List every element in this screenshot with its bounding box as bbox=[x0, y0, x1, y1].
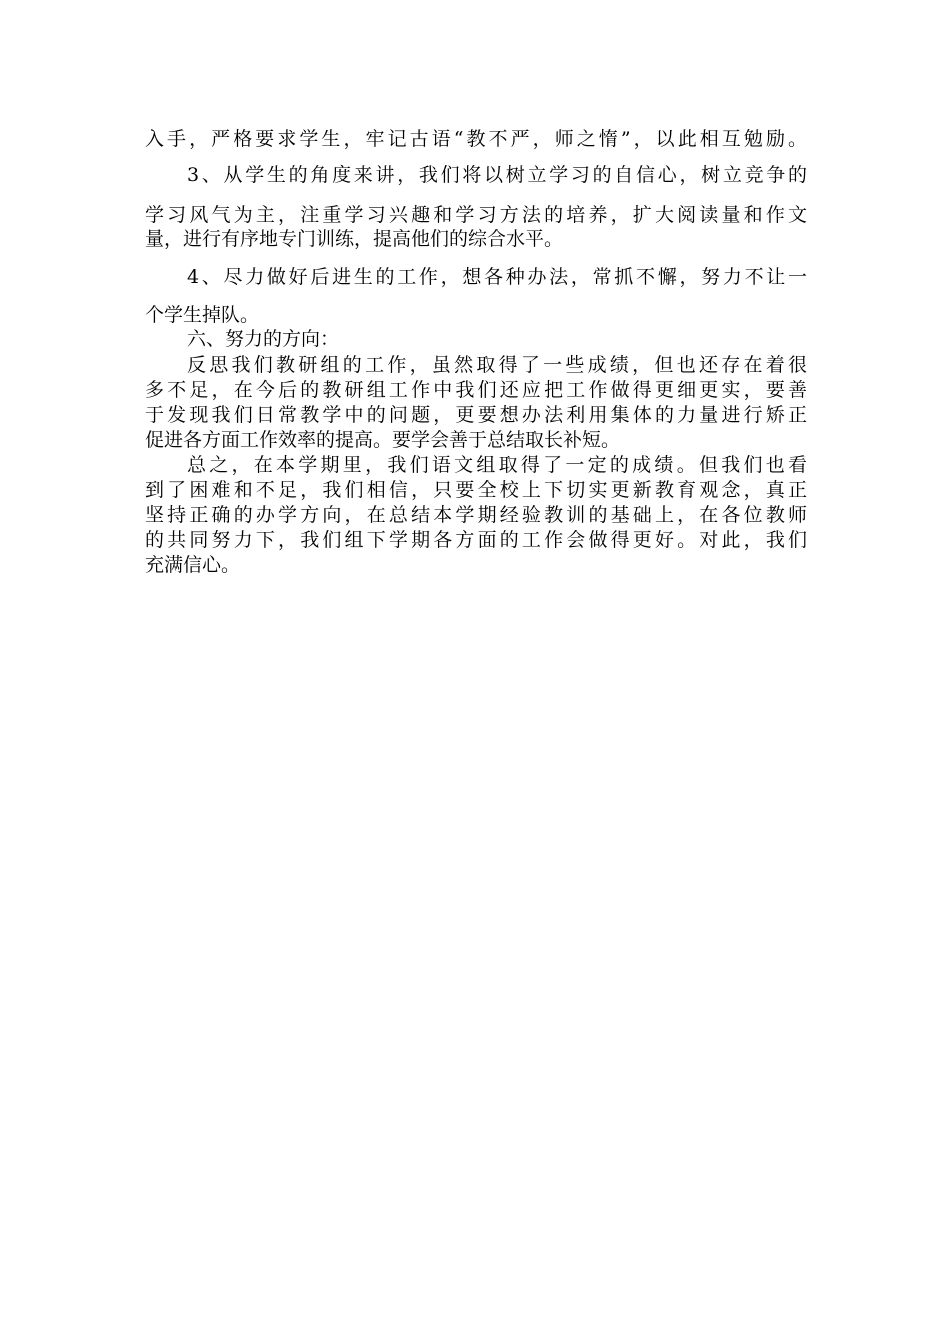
text-line: 4、尽力做好后进生的工作，想各种办法，常抓不懈，努力不让一 bbox=[187, 266, 807, 288]
text-line: 充满信心。 bbox=[145, 554, 241, 576]
text-line: 入手，严格要求学生，牢记古语“教不严，师之惰”，以此相互勉励。 bbox=[145, 128, 807, 150]
text-line: 坚持正确的办学方向，在总结本学期经验教训的基础上，在各位教师 bbox=[145, 504, 807, 526]
text-line: 个学生掉队。 bbox=[145, 304, 260, 326]
text-line: 3、从学生的角度来讲，我们将以树立学习的自信心，树立竞争的 bbox=[187, 164, 807, 186]
text-line: 总之，在本学期里，我们语文组取得了一定的成绩。但我们也看 bbox=[187, 454, 807, 476]
text-line: 到了困难和不足，我们相信，只要全校上下切实更新教育观念，真正 bbox=[145, 479, 807, 501]
text-line: 多不足，在今后的教研组工作中我们还应把工作做得更细更实，要善 bbox=[145, 379, 807, 401]
text-line: 促进各方面工作效率的提高。要学会善于总结取长补短。 bbox=[145, 429, 621, 451]
text-line: 的共同努力下，我们组下学期各方面的工作会做得更好。对此，我们 bbox=[145, 529, 807, 551]
text-line: 反思我们教研组的工作，虽然取得了一些成绩，但也还存在着很 bbox=[187, 354, 807, 376]
text-line: 学习风气为主，注重学习兴趣和学习方法的培养，扩大阅读量和作文 bbox=[145, 204, 807, 226]
text-line: 于发现我们日常教学中的问题，更要想办法利用集体的力量进行矫正 bbox=[145, 404, 807, 426]
text-line: 量，进行有序地专门训练，提高他们的综合水平。 bbox=[145, 228, 564, 250]
section-heading: 六、努力的方向： bbox=[187, 328, 340, 350]
